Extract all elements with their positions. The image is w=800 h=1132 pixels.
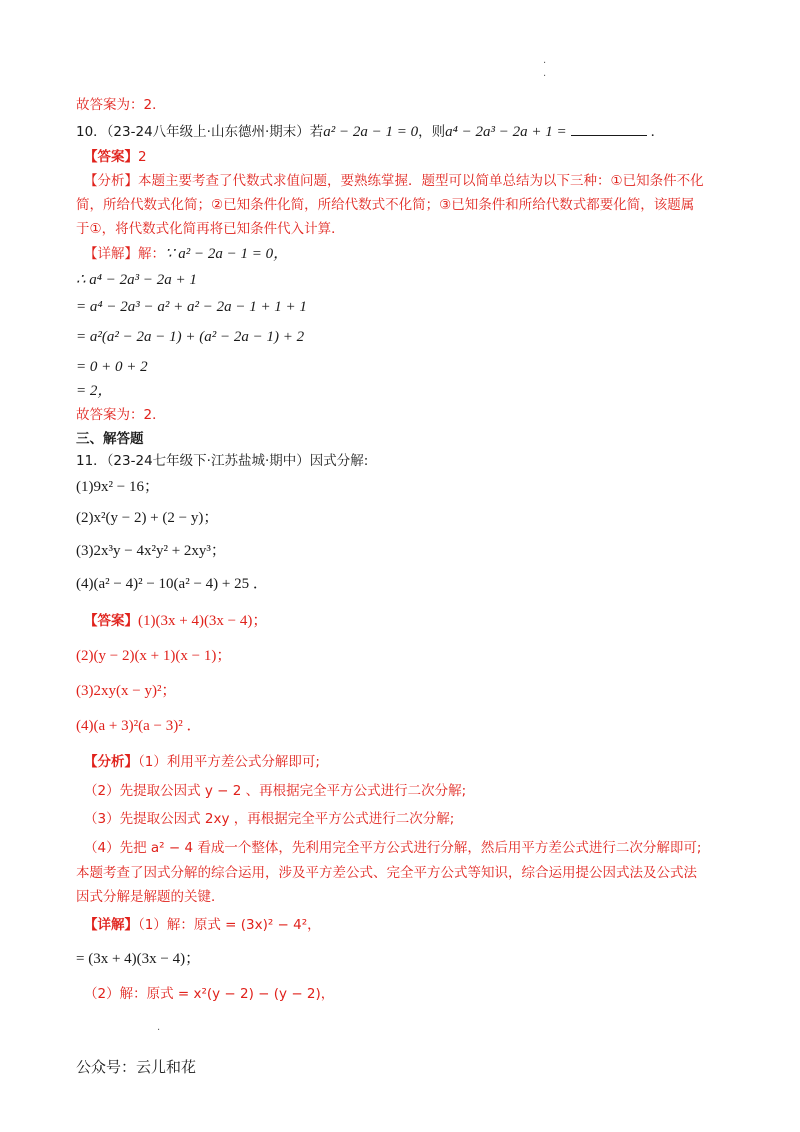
section-heading: 三、解答题 <box>76 431 144 447</box>
step-3: = a²(a² − 2a − 1) + (a² − 2a − 1) + 2 <box>76 329 305 345</box>
analysis-line-1: 【分析】本题主要考查了代数式求值问题，要熟练掌握．题型可以简单总结为以下三种：①已知条件不化 <box>84 173 704 189</box>
question-10 <box>76 121 664 142</box>
answer-3: (3)2xy(x − y)²； <box>76 683 177 699</box>
step-5: = 2， <box>76 383 113 399</box>
detail-tag: 【详解】解： <box>84 246 165 262</box>
answer-line-1: 故答案为：2． <box>76 97 166 113</box>
analysis-tag: 【分析】 <box>84 754 138 770</box>
analysis-4: （4）先把 a² − 4 看成一个整体，先利用完全平方公式进行分解，然后用平方差公式进行二次分解即可; <box>84 840 702 856</box>
top-mark-2: . <box>543 68 547 79</box>
answer-blank <box>571 121 647 136</box>
answer-value: 2 <box>138 149 147 165</box>
q10-condition: a² − 2a − 1 = 0 <box>323 124 419 140</box>
detail-tag-11: 【详解】 <box>84 917 138 933</box>
answer-line-2: 故答案为：2． <box>76 407 166 423</box>
part-4: (4)(a² − 4)² − 10(a² − 4) + 25 ． <box>76 576 268 592</box>
answer-tag-11: 【答案】 <box>84 613 138 629</box>
footer-text: 公众号：云儿和花 <box>76 1058 197 1076</box>
answer-tag: 【答案】 <box>84 149 138 165</box>
answer-4: (4)(a + 3)²(a − 3)² ． <box>76 718 202 734</box>
part-1: (1)9x² − 16； <box>76 479 159 495</box>
q10-prefix: 10．（23-24八年级上·山东德州·期末）若 <box>76 124 324 140</box>
q10-mid: ，则 <box>418 124 446 140</box>
analysis-3: （3）先提取公因式 2xy ，再根据完全平方公式进行二次分解; <box>84 811 455 827</box>
detail-11 <box>84 915 321 935</box>
answer-11 <box>84 611 267 631</box>
analysis-2: （2）先提取公因式 y − 2 、再根据完全平方公式进行二次分解; <box>84 783 467 799</box>
analysis-line-3: 于①，将代数式化简再将已知条件代入计算． <box>76 221 345 237</box>
detail-2: = (3x + 4)(3x − 4)； <box>76 951 201 967</box>
question-11: 11．（23-24七年级下·江苏盐城·期中）因式分解: <box>76 453 369 469</box>
bottom-mark: . <box>157 1022 161 1033</box>
detail-given: ∵ a² − 2a − 1 = 0， <box>165 246 289 262</box>
q10-expression: a⁴ − 2a³ − 2a + 1 = <box>445 124 567 140</box>
answer-1: (1)(3x + 4)(3x − 4)； <box>138 613 268 629</box>
answer-2: (2)(y − 2)(x + 1)(x − 1)； <box>76 648 232 664</box>
analysis-11 <box>84 752 320 772</box>
analysis-1: （1）利用平方差公式分解即可; <box>138 754 320 770</box>
step-4: = 0 + 0 + 2 <box>76 359 148 375</box>
top-mark-1: . <box>543 55 547 66</box>
detail-3: （2）解：原式 = x²(y − 2) − (y − 2)， <box>84 986 335 1002</box>
analysis-6: 因式分解是解题的关键． <box>76 889 225 905</box>
part-2: (2)x²(y − 2) + (2 − y)； <box>76 510 219 526</box>
step-1: ∴ a⁴ − 2a³ − 2a + 1 <box>76 272 197 288</box>
step-2: = a⁴ − 2a³ − a² + a² − 2a − 1 + 1 + 1 <box>76 299 307 315</box>
q10-end: ． <box>650 124 665 140</box>
analysis-line-2: 简，所给代数式化简；②已知条件化简，所给代数式不化简；③已知条件和所给代数式都要化简，该题属 <box>76 197 695 213</box>
detail-10 <box>84 244 288 264</box>
part-3: (3)2x³y − 4x²y² + 2xy³； <box>76 543 226 559</box>
analysis-5: 本题考查了因式分解的综合运用，涉及平方差公式、完全平方公式等知识，综合运用提公因式法及公式法 <box>76 865 697 881</box>
detail-1: （1）解：原式 = (3x)² − 4²， <box>138 917 321 933</box>
answer-10 <box>84 147 147 167</box>
